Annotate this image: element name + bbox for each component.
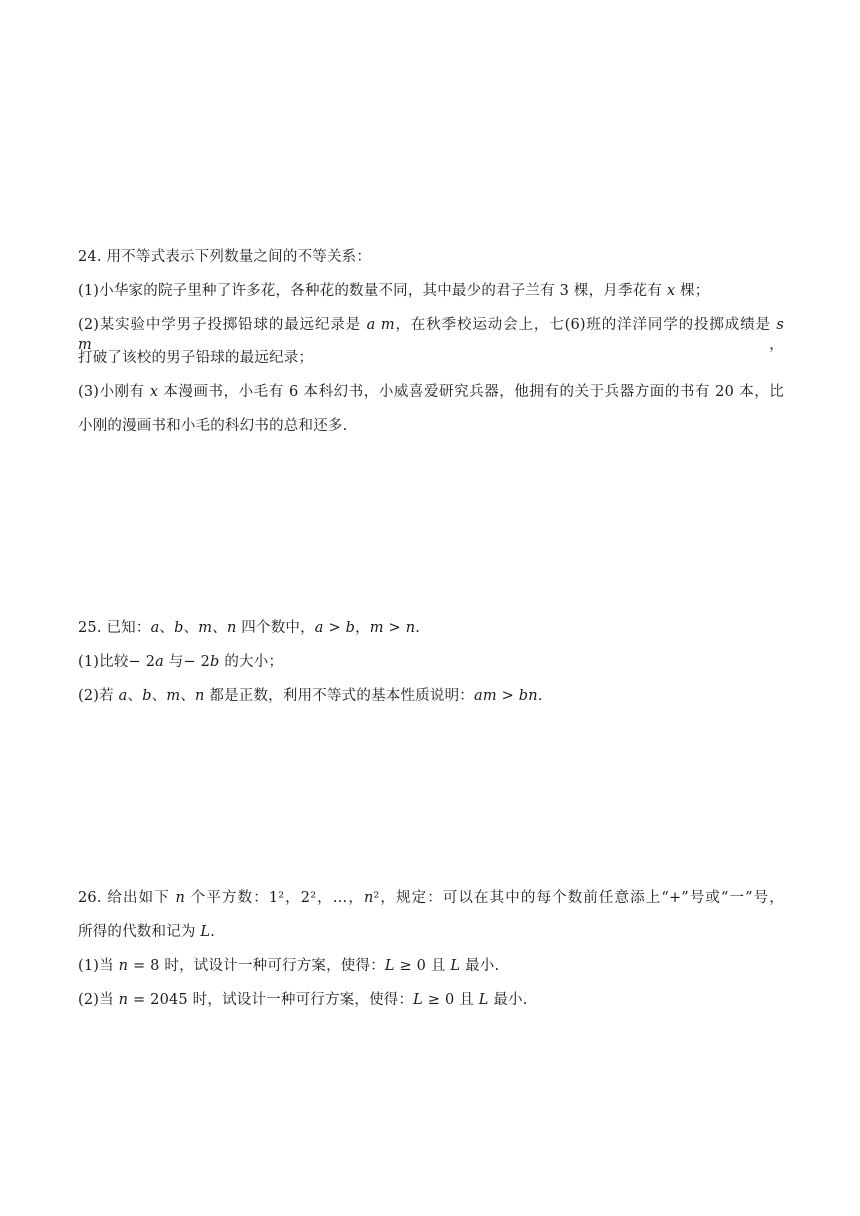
question-26-part-1: (1)当 𝑛 = 8 时，试设计一种可行方案，使得：𝐿 ≥ 0 且 𝐿 最小. — [78, 958, 500, 974]
question-24-part-2-line-1: (2)某实验中学男子投掷铅球的最远纪录是 𝑎 𝑚，在秋季校运动会上，七(6)班的洋洋同学的投掷成绩是 𝑠 𝑚， — [78, 317, 784, 353]
question-26-stem-line-2: 所得的代数和记为 𝐿. — [78, 924, 216, 940]
question-25-part-2: (2)若 𝑎、𝑏、𝑚、𝑛 都是正数，利用不等式的基本性质说明：𝑎𝑚 > 𝑏𝑛. — [78, 688, 543, 704]
question-24-stem: 24. 用不等式表示下列数量之间的不等关系： — [78, 249, 372, 265]
question-25-part-1: (1)比较− 2𝑎 与− 2𝑏 的大小； — [78, 654, 284, 670]
question-26-stem-line-1: 26. 给出如下 𝑛 个平方数：1²，2²，…，𝑛²，规定：可以在其中的每个数前任意添上“+”号或“一”号， — [78, 890, 784, 906]
question-25-stem: 25. 已知：𝑎、𝑏、𝑚、𝑛 四个数中，𝑎 > 𝑏，𝑚 > 𝑛. — [78, 620, 421, 636]
question-24-part-3-line-1: (3)小刚有 𝑥 本漫画书，小毛有 6 本科幻书，小威喜爱研究兵器，他拥有的关于兵器方面的书有 20 本，比 — [78, 384, 784, 400]
question-24-part-3-line-2: 小刚的漫画书和小毛的科幻书的总和还多. — [78, 418, 348, 434]
question-24-part-1: (1)小华家的院子里种了许多花，各种花的数量不同，其中最少的君子兰有 3 棵，月季花有 𝑥 棵； — [78, 283, 710, 299]
question-26-part-2: (2)当 𝑛 = 2045 时，试设计一种可行方案，使得：𝐿 ≥ 0 且 𝐿 最小. — [78, 992, 528, 1008]
question-24-part-2-line-2: 打破了该校的男子铅球的最远纪录； — [78, 350, 314, 366]
